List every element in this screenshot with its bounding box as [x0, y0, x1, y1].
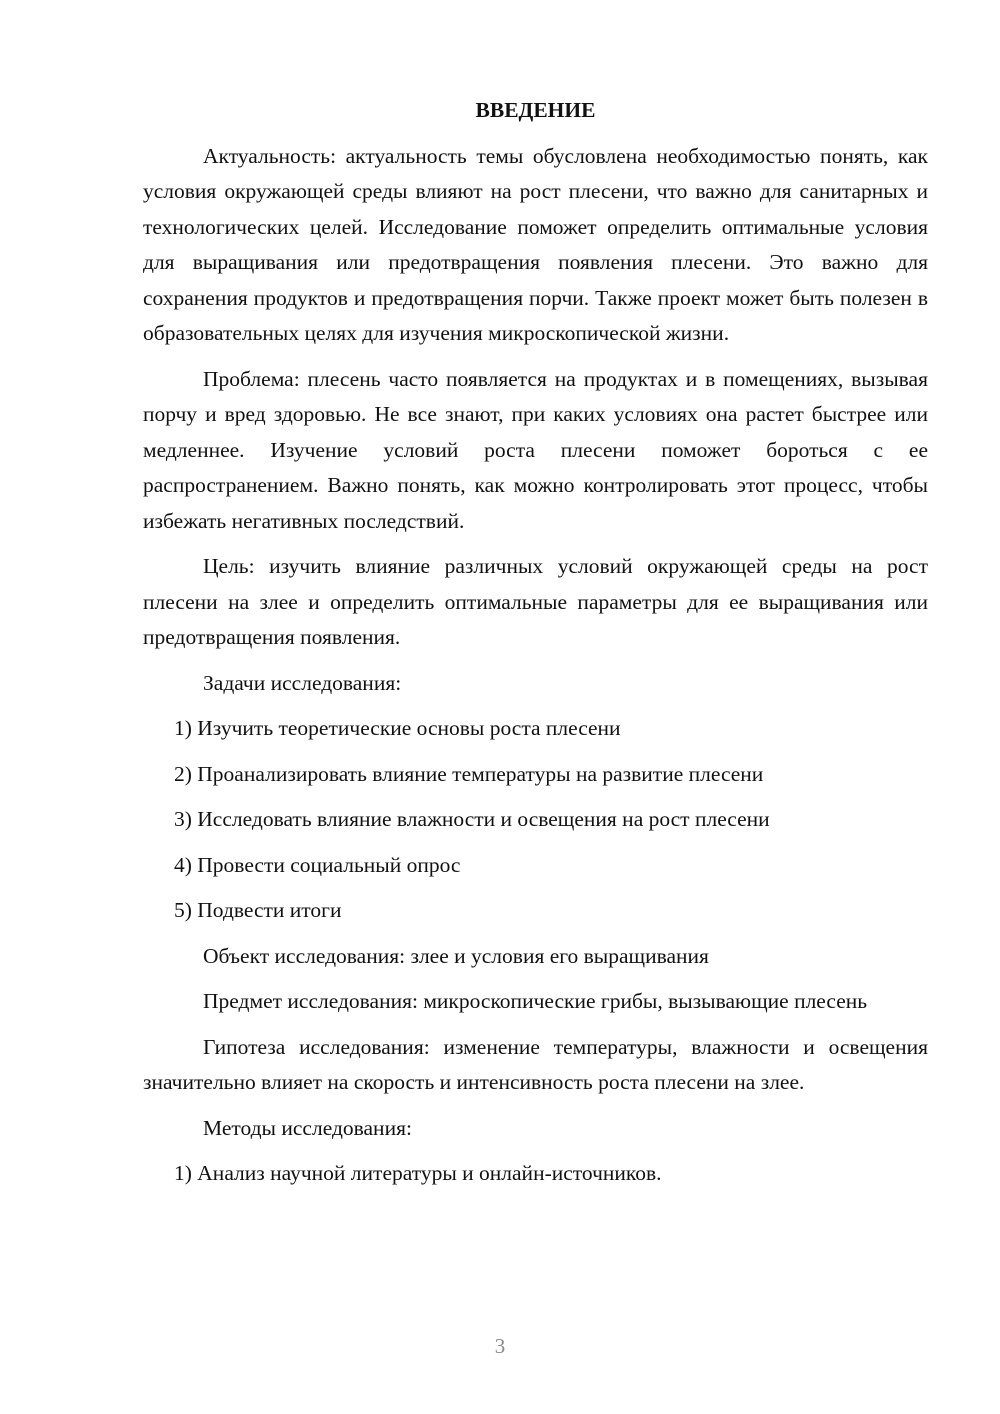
page-content [143, 93, 928, 1202]
object-paragraph: Объект исследования: злее и условия его выращивания [203, 943, 709, 968]
task-item: 1) Изучить теоретические основы роста плесени [174, 716, 621, 740]
goal-paragraph: Цель: изучить влияние различных условий окружающей среды на рост плесени на злее и определить оптимальные параметры для ее выращивания или предотвращения появления. [143, 554, 928, 649]
task-item: 4) Провести социальный опрос [174, 852, 461, 877]
methods-heading: Методы исследования: [203, 1115, 412, 1140]
subject-paragraph: Предмет исследования: микроскопические грибы, вызывающие плесень [203, 989, 868, 1013]
page-number: 3 [494, 1334, 506, 1358]
relevance-paragraph: Актуальность: актуальность темы обусловлена необходимостью понять, как условия окружающей среды влияют на рост плесени, что важно для санитарных и технологических целей. Исследование поможет определить оптимальные условия для выращивания или предотвращения появления плесени. Это важно для сохранения продуктов и предотвращения порчи. Также проект может быть полезен в образовательных целях для изучения микроскопической жизни. [143, 143, 928, 345]
hypothesis-paragraph: Гипотеза исследования: изменение температуры, влажности и освещения значительно влияет на скорость и интенсивность роста плесени на злее. [143, 1034, 928, 1094]
tasks-heading: Задачи исследования: [203, 670, 402, 695]
task-item: 5) Подвести итоги [174, 898, 342, 922]
section-title: ВВЕДЕНИЕ [475, 98, 596, 122]
task-item: 2) Проанализировать влияние температуры на развитие плесени [174, 761, 764, 786]
problem-paragraph: Проблема: плесень часто появляется на продуктах и в помещениях, вызывая порчу и вред здоровью. Не все знают, при каких условиях она растет быстрее или медленнее. Изучение условий роста плесени поможет бороться с ее распространением. Важно понять, как можно контролировать этот процесс, чтобы избежать негативных последствий. [143, 366, 928, 533]
task-item: 3) Исследовать влияние влажности и освещения на рост плесени [174, 807, 770, 831]
method-item: 1) Анализ научной литературы и онлайн-источников. [174, 1161, 662, 1185]
